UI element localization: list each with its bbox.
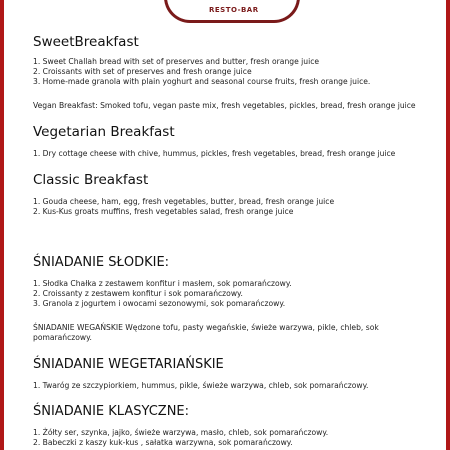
pl-sweet-items <box>33 279 438 309</box>
section-title-pl-vegetarian: ŚNIADANIE WEGETARIAŃSKIE <box>33 357 224 372</box>
section-title-sweet: SweetBreakfast <box>33 34 139 50</box>
menu-item: 2. Babeczki z kaszy kuk-kus , sałatka warzywna, sok pomarańczowy. <box>33 438 293 447</box>
menu-item: 1. Sweet Challah bread with set of preserves and butter, fresh orange juice <box>33 57 320 66</box>
menu-item: 2. Croissants with set of preserves and fresh orange juice <box>33 67 252 76</box>
menu-item: 1. Słodka Chałka z zestawem konfitur i masłem, sok pomarańczowy. <box>33 279 292 288</box>
menu-item: 1. Twaróg ze szczypiorkiem, hummus, pikle, świeże warzywa, chleb, sok pomarańczowy. <box>33 381 369 390</box>
pl-vegan-breakfast <box>33 323 413 343</box>
menu-item: 1. Gouda cheese, ham, egg, fresh vegetables, butter, bread, fresh orange juice <box>33 197 335 206</box>
section-classic-breakfast <box>33 172 438 188</box>
vegan-breakfast <box>33 101 438 111</box>
menu-item-vegan: Vegan Breakfast: Smoked tofu, vegan paste mix, fresh vegetables, pickles, bread, fresh orange juice <box>33 101 416 110</box>
menu-item: 3. Granola z jogurtem i owocami sezonowymi, sok pomarańczowy. <box>33 299 286 308</box>
section-title-pl-sweet: ŚNIADANIE SŁODKIE: <box>33 255 170 270</box>
classic-items <box>33 197 438 217</box>
menu-item: 2. Kus-Kus groats muffins, fresh vegetables salad, fresh orange juice <box>33 207 294 216</box>
vegetarian-items <box>33 149 438 159</box>
section-vegetarian-breakfast <box>33 124 438 140</box>
menu-item: 2. Croissanty z zestawem konfitur i sok pomarańczowy. <box>33 289 243 298</box>
menu-item-vegan: ŚNIADANIE WEGAŃSKIE Wędzone tofu, pasty wegańskie, świeże warzywa, pikle, chleb, sok pomarańczowy. <box>33 323 379 342</box>
menu-item: 3. Home-made granola with plain yoghurt and seasonal course fruits, fresh orange juice. <box>33 77 371 86</box>
section-title-vegetarian: Vegetarian Breakfast <box>33 124 175 140</box>
section-pl-sweet <box>33 255 438 270</box>
pl-classic-items <box>33 428 438 448</box>
section-title-classic: Classic Breakfast <box>33 172 149 188</box>
menu-item: 1. Dry cottage cheese with chive, hummus, pickles, fresh vegetables, bread, fresh orange juice <box>33 149 396 158</box>
menu-item: 1. Żółty ser, szynka, jajko, świeże warzywa, masło, chleb, sok pomarańczowy. <box>33 428 329 437</box>
pl-vegetarian-items <box>33 381 438 391</box>
logo-text: RESTO-BAR <box>209 6 259 14</box>
section-sweet-breakfast <box>33 34 438 50</box>
sweet-items <box>33 57 438 87</box>
section-pl-vegetarian <box>33 357 438 372</box>
section-pl-classic <box>33 404 438 419</box>
section-title-pl-classic: ŚNIADANIE KLASYCZNE: <box>33 404 190 419</box>
